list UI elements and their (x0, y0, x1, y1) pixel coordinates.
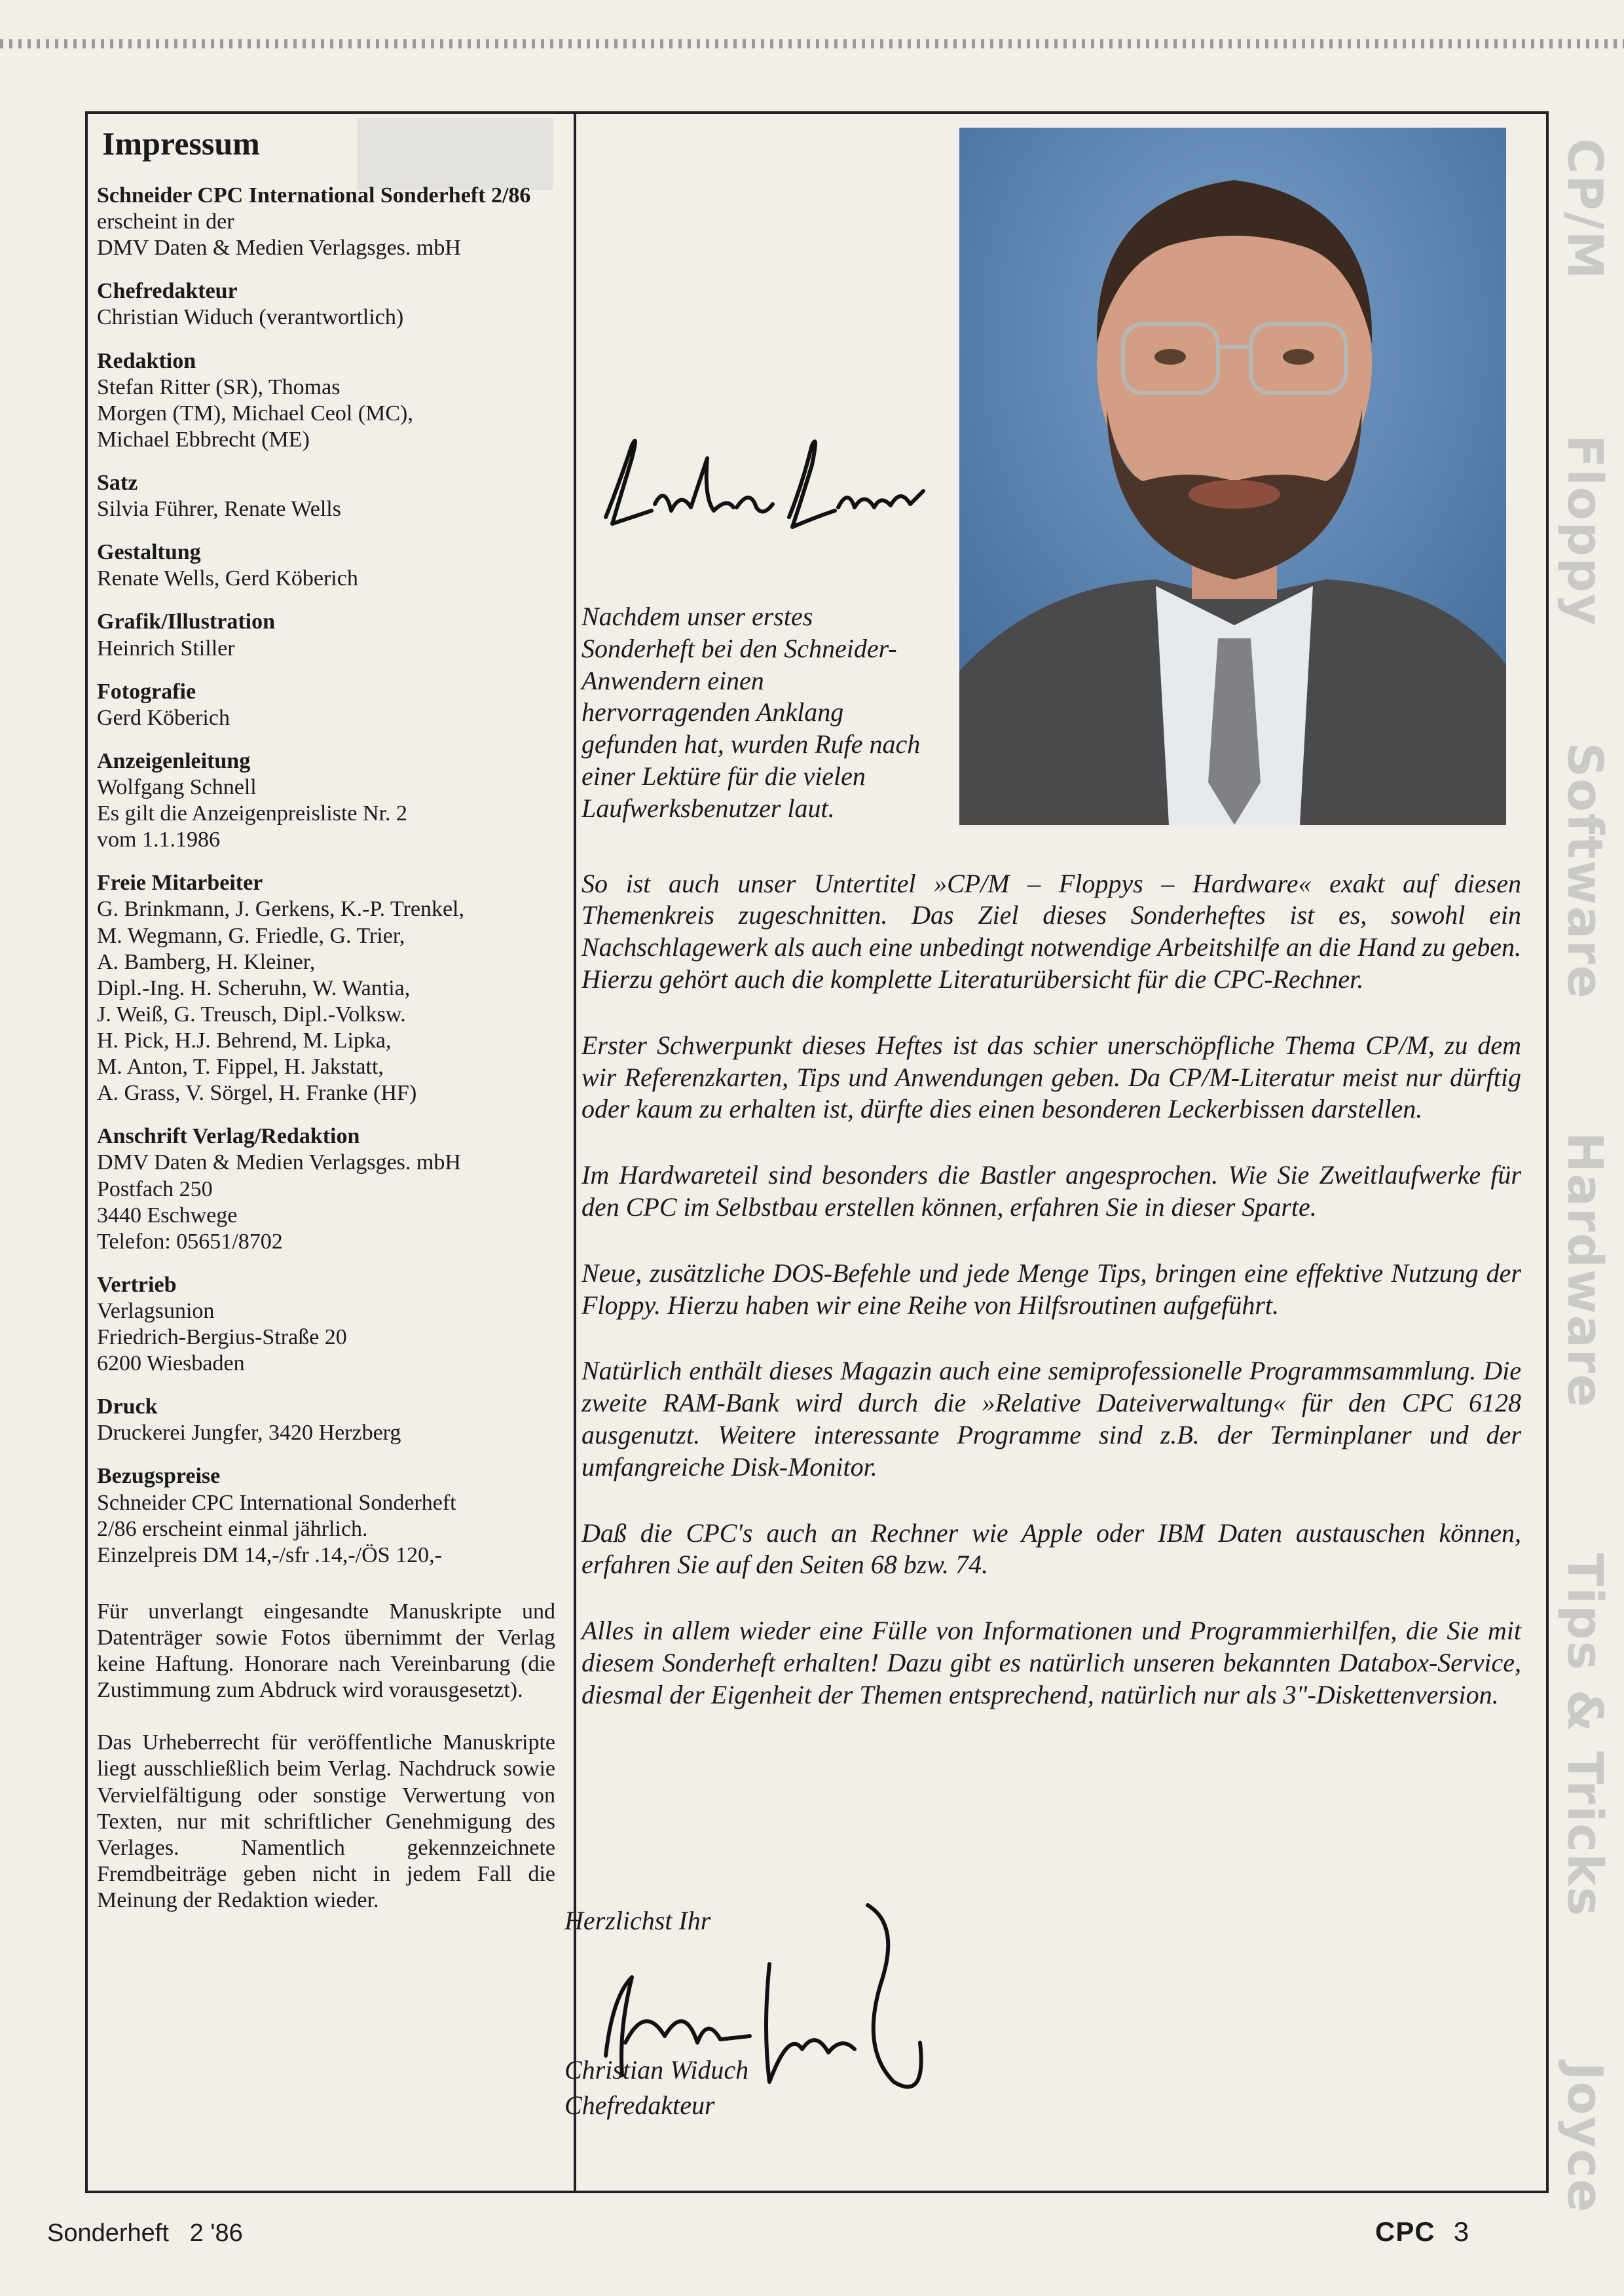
page-number: 3 (1453, 2216, 1469, 2247)
impressum-column (97, 124, 555, 1914)
impressum-section-heading: Druck (97, 1394, 158, 1419)
side-tab-hardware: Hardware (1557, 1131, 1613, 1409)
impressum-section (97, 1272, 555, 1377)
impressum-section-text: G. Brinkmann, J. Gerkens, K.-P. Trenkel, M. Wegmann, G. Friedle, G. Trier, A. Bamberg, H. Kleiner, Dipl.-Ing. H. Scheruhn, W. Wantia, J. Weiß, G. Treusch, Dipl.-Volksw. H. Pick, H.J. Behrend, M. Lipka, M. Anton, T. Fippel, H. Jakstatt, A. Grass, V. Sörgel, H. Franke (HF) (97, 897, 464, 1106)
side-tab-tips-tricks: Tips & Tricks (1557, 1552, 1613, 1918)
impressum-section-heading: Satz (97, 470, 138, 495)
impressum-title: Impressum (102, 125, 260, 162)
impressum-section (97, 539, 555, 592)
impressum-section-text: Renate Wells, Gerd Köberich (97, 566, 358, 591)
impressum-section-text: Wolfgang Schnell Es gilt die Anzeigenpreisliste Nr. 2 vom 1.1.1986 (97, 774, 408, 852)
impressum-section-heading: Fotografie (97, 679, 196, 704)
impressum-section (97, 1123, 555, 1255)
salutation-liebe-leser (593, 419, 933, 550)
editorial-text (581, 601, 1521, 1745)
impressum-section-text: Verlagsunion Friedrich-Bergius-Straße 20 6200 Wiesbaden (97, 1298, 347, 1376)
impressum-section (97, 679, 555, 731)
editorial-paragraph: Im Hardwareteil sind besonders die Bastler angesprochen. Wie Sie Zweitlaufwerke für den CPC im Selbstbau erstellen können, erfahren Sie in dieser Sparte. (581, 1160, 1521, 1222)
impressum-section-text: Heinrich Stiller (97, 636, 235, 661)
editorial-paragraph: Natürlich enthält dieses Magazin auch eine semiprofessionelle Programmsammlung. Die zweite RAM-Bank wird durch die »Relative Dateiverwaltung« für den CPC 6128 ausgenutzt. Weitere interessante Programme sind z.B. der Terminplaner und der umfangreiche Disk-Monitor. (581, 1356, 1521, 1482)
copyright-note: Das Urheberrecht für veröffentliche Manuskripte liegt ausschließlich beim Verlag. Nachdruck sowie Vervielfältigung oder sonstige Verwertung von Texten, nur mit schriftlicher Genehmigung des Verlages. Namentlich gekennzeichnete Fremdbeiträge geben nicht in jedem Fall die Meinung der Redaktion wieder. (97, 1730, 555, 1913)
impressum-section-text: erscheint in der DMV Daten & Medien Verlagsges. mbH (97, 210, 461, 261)
perforation-strip (0, 39, 1624, 48)
impressum-section-text: Silvia Führer, Renate Wells (97, 497, 341, 522)
footer-page (1375, 2216, 1469, 2248)
liability-note: Für unverlangt eingesandte Manuskripte und Datenträger sowie Fotos übernimmt der Verlag keine Haftung. Honorare nach Vereinbarung (die Zustimmung zum Abdruck wird vorausgesetzt). (97, 1599, 555, 1703)
side-tab-cpm: CP/M (1557, 138, 1613, 281)
side-tab-software: Software (1557, 742, 1613, 1000)
impressum-section (97, 609, 555, 661)
author-name: Christian Widuch (564, 2055, 749, 2085)
impressum-section (97, 748, 555, 853)
footer-brand: CPC (1375, 2216, 1435, 2247)
impressum-section (97, 470, 555, 522)
footer-issue: Sonderheft 2 '86 (47, 2219, 243, 2247)
author-block (564, 2052, 748, 2123)
impressum-section-text: DMV Daten & Medien Verlagsges. mbH Postfach 250 3440 Eschwege Telefon: 05651/8702 (97, 1150, 461, 1254)
editorial-paragraph: Neue, zusätzliche DOS-Befehle und jede Menge Tips, bringen eine effektive Nutzung der Floppy. Hierzu haben wir eine Reihe von Hilfsroutinen aufgeführt. (581, 1258, 1521, 1320)
editorial-paragraph: Alles in allem wieder eine Fülle von Informationen und Programmierhilfen, die Sie mit diesem Sonderheft erhalten! Dazu gibt es natürlich unseren bekannten Databox-Service, diesmal der Eigenheit der Themen entsprechend, natürlich nur als 3"-Diskettenversion. (581, 1616, 1521, 1709)
impressum-sections (97, 183, 555, 1569)
author-title: Chefredakteur (564, 2090, 715, 2120)
impressum-section (97, 348, 555, 453)
impressum-section-heading: Anschrift Verlag/Redaktion (97, 1124, 360, 1149)
editorial-intro: Nachdem unser erstes Sonderheft bei den Schneider-Anwendern einen hervorragenden Anklang gefunden hat, wurden Rufe nach einer Lektüre für die vielen Laufwerksbenutzer laut. (581, 602, 921, 823)
impressum-section (97, 1394, 555, 1446)
impressum-section-heading: Freie Mitarbeiter (97, 871, 263, 896)
impressum-section-text: Schneider CPC International Sonderheft 2/86 erscheint einmal jährlich. Einzelpreis DM 14,-/sfr .14,-/ÖS 120,- (97, 1490, 456, 1567)
impressum-section-heading: Redaktion (97, 348, 196, 373)
impressum-section-heading: Gestaltung (97, 540, 201, 565)
impressum-section-text: Christian Widuch (verantwortlich) (97, 305, 404, 330)
impressum-section (97, 278, 555, 331)
editorial-paragraph: Erster Schwerpunkt dieses Heftes ist das schier unerschöpfliche Thema CP/M, zu dem wir Referenzkarten, Tips und Anwendungen geben. Da CP/M-Literatur meist nur dürftig oder kaum zu erhalten ist, dürfte dies einen besonderen Leckerbissen darstellen. (581, 1030, 1521, 1124)
editorial-paragraph: Daß die CPC's auch an Rechner wie Apple oder IBM Daten austauschen können, erfahren Sie auf den Seiten 68 bzw. 74. (581, 1518, 1521, 1580)
impressum-section (97, 870, 555, 1106)
impressum-section-heading: Chefredakteur (97, 279, 238, 304)
impressum-section (97, 183, 555, 261)
column-divider (574, 111, 576, 2193)
impressum-section-heading: Anzeigenleitung (97, 748, 251, 773)
impressum-section-heading: Bezugspreise (97, 1464, 221, 1489)
impressum-section-heading: Vertrieb (97, 1272, 177, 1297)
editorial-paragraph: So ist auch unser Untertitel »CP/M – Floppys – Hardware« exakt auf diesen Themenkreis zugeschnitten. Das Ziel dieses Sonderheftes ist es, sowohl ein Nachschlagewerk als auch eine unbedingt notwendige Arbeitshilfe an die Hand zu geben. Hierzu gehört auch die komplette Literaturübersicht für die CPC-Rechner. (581, 868, 1521, 994)
impressum-section-heading: Schneider CPC International Sonderheft 2/86 (97, 183, 531, 208)
impressum-section-text: Druckerei Jungfer, 3420 Herzberg (97, 1421, 401, 1446)
side-tab-joyce: Joyce (1557, 2062, 1613, 2214)
side-tab-floppy: Floppy (1557, 434, 1613, 627)
impressum-section-text: Stefan Ritter (SR), Thomas Morgen (TM), Michael Ceol (MC), Michael Ebbrecht (ME) (97, 374, 413, 452)
impressum-section-heading: Grafik/Illustration (97, 610, 276, 634)
impressum-section (97, 1463, 555, 1568)
impressum-section-text: Gerd Köberich (97, 705, 230, 730)
closing-greeting: Herzlichst Ihr (564, 1906, 711, 1935)
